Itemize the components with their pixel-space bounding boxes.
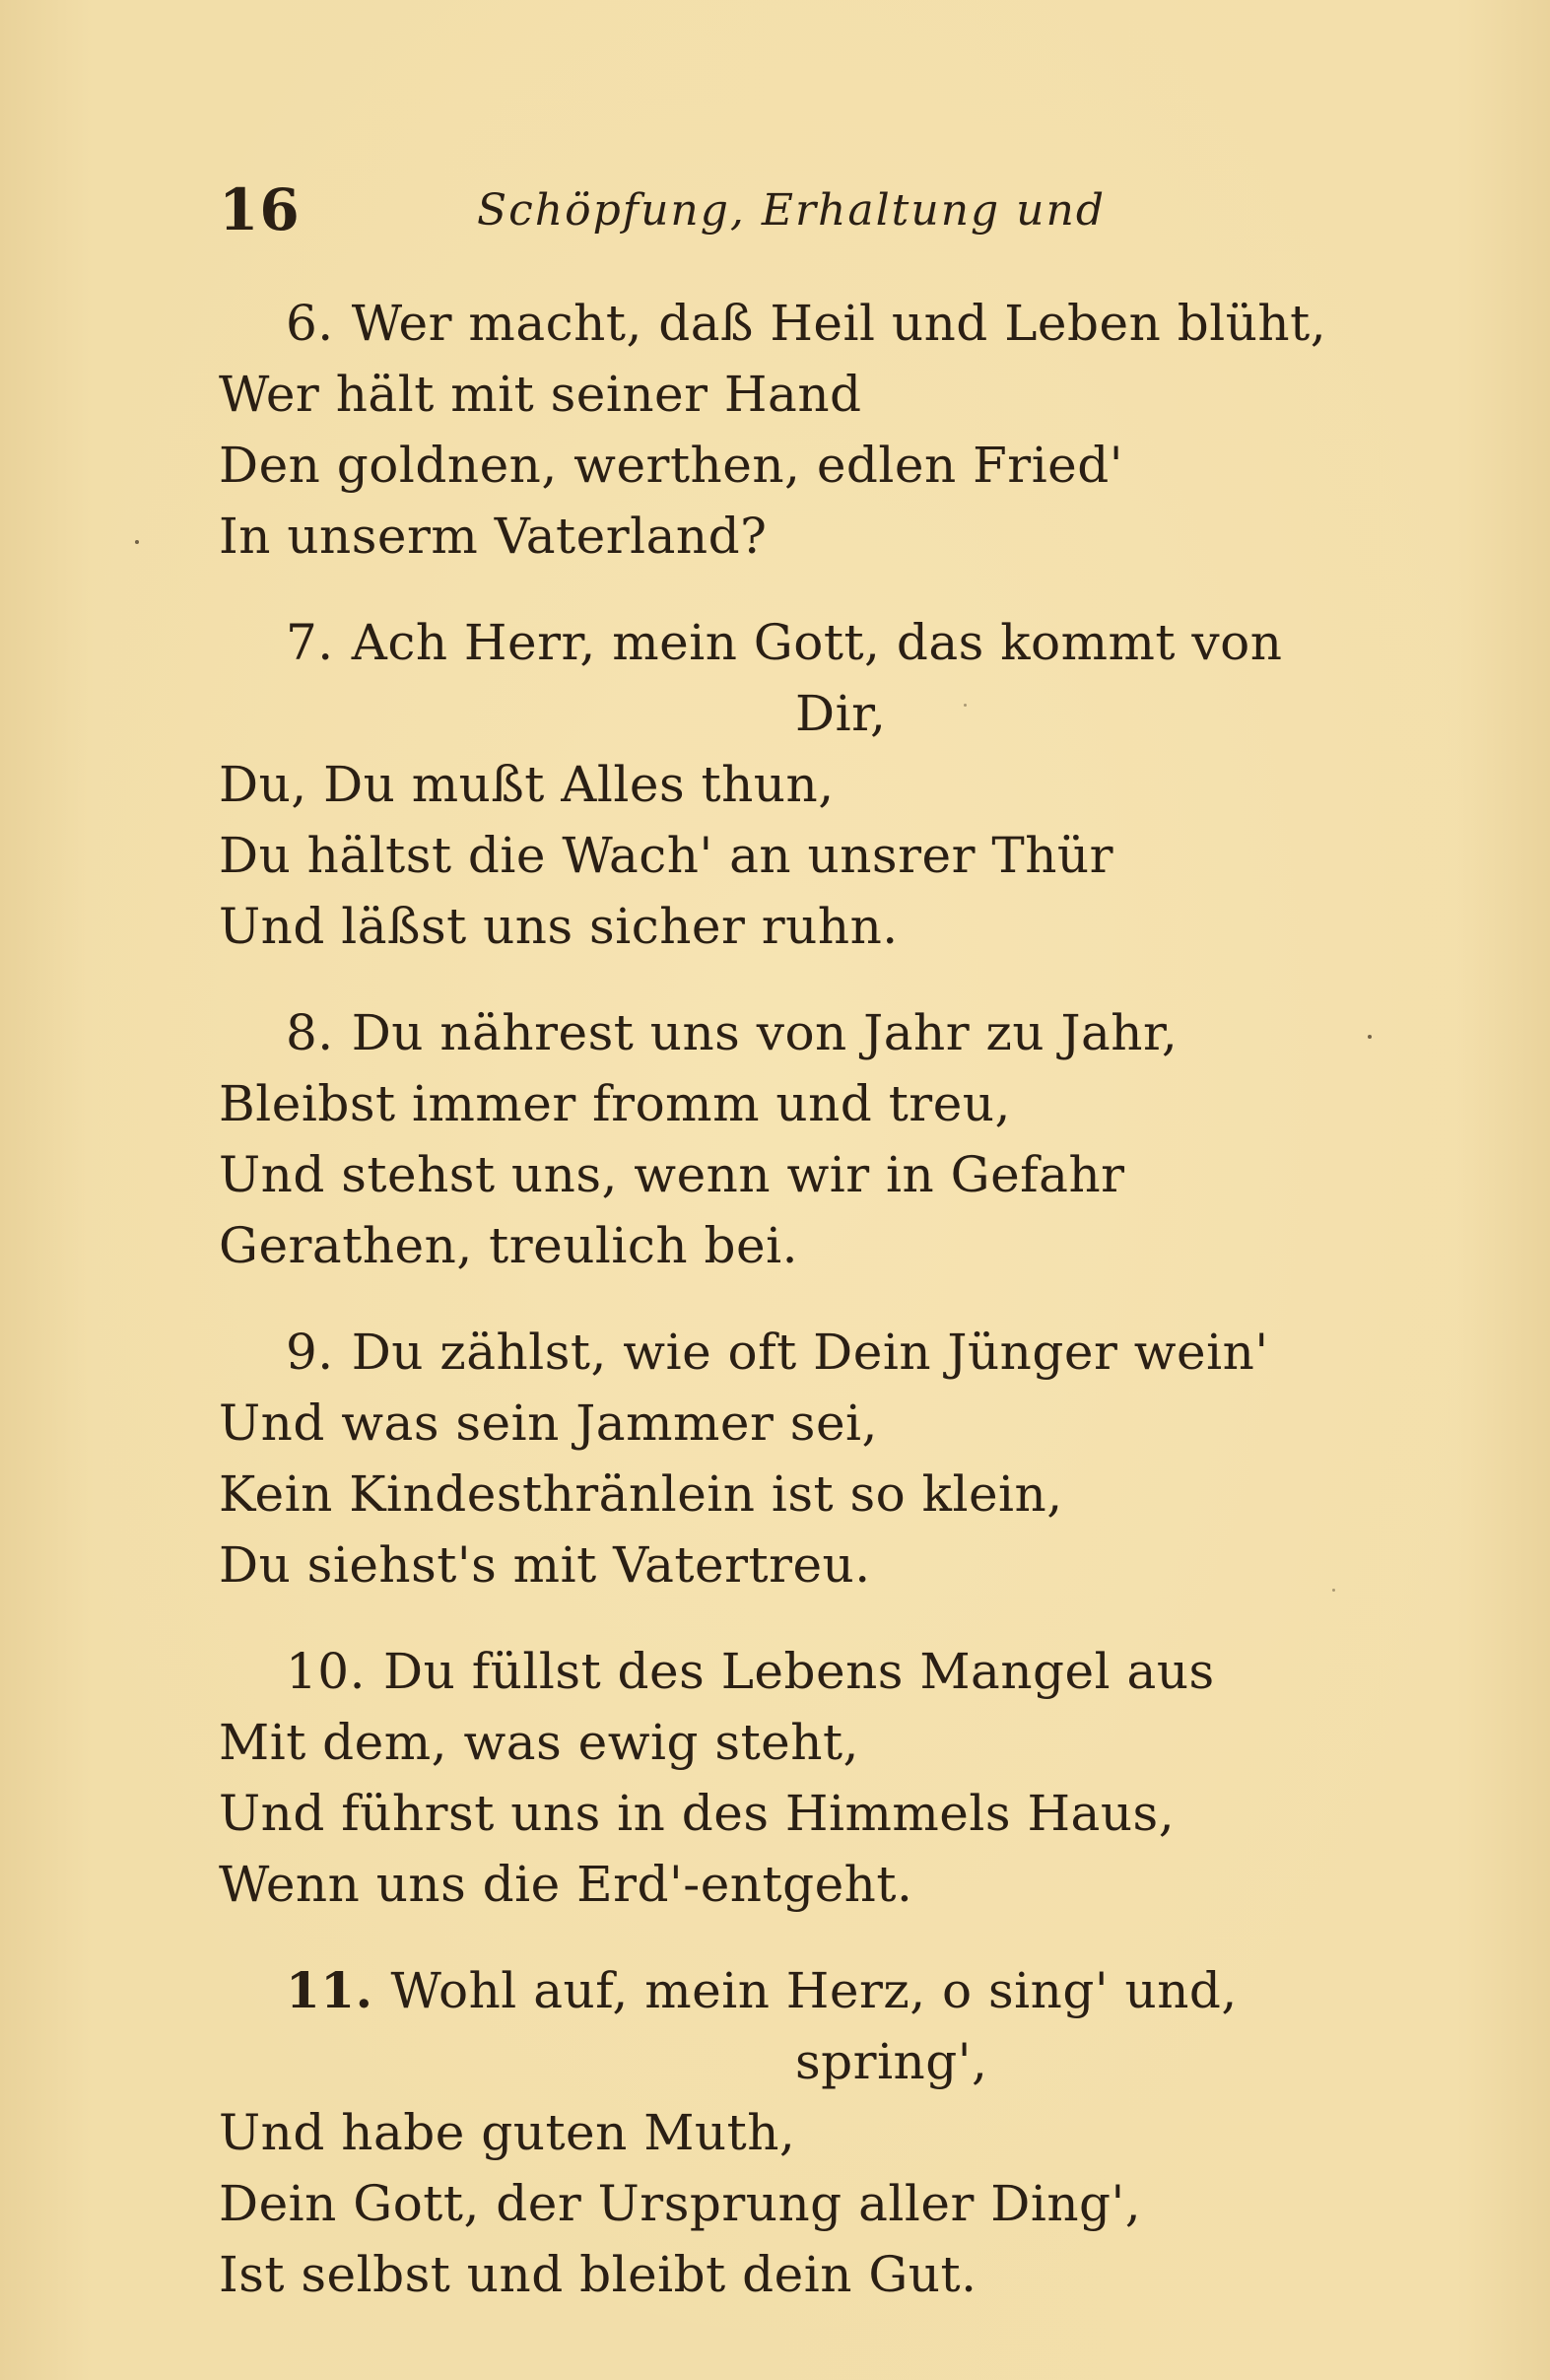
verse-line: Ist selbst und bleibt dein Gut. <box>219 2246 977 2303</box>
paper-speck <box>1332 1589 1335 1592</box>
verse-line: Wohl auf, mein Herz, o sing' und, <box>390 1962 1238 2019</box>
stanza-number: 10. <box>286 1643 367 1700</box>
verse-line: Und was sein Jammer sei, <box>219 1394 878 1452</box>
verse-line: Wenn uns die Erd'-entgeht. <box>219 1856 913 1913</box>
stanza-8 <box>219 997 1362 1281</box>
verse-continuation: spring', <box>795 2033 988 2090</box>
stanza-9 <box>219 1317 1362 1600</box>
verse-line: Wer hält mit seiner Hand <box>219 366 862 423</box>
verse-line: Den goldnen, werthen, edlen Fried' <box>219 437 1124 494</box>
verse-line: Und läßst uns sicher ruhn. <box>219 898 899 955</box>
verse-line: Gerathen, treulich bei. <box>219 1217 798 1274</box>
verse-line: Und führst uns in des Himmels Haus, <box>219 1785 1176 1842</box>
stanza-first-line <box>219 1317 1362 1388</box>
verse-line: In unserm Vaterland? <box>219 508 768 565</box>
verse-line: Dein Gott, der Ursprung aller Ding', <box>219 2175 1142 2232</box>
stanza-first-line <box>219 997 1362 1068</box>
verse-line: Du siehst's mit Vatertreu. <box>219 1536 871 1594</box>
stanza-number: 8. <box>286 1004 334 1061</box>
stanza-number: 11. <box>286 1961 373 2019</box>
verse-line: Und habe guten Muth, <box>219 2104 796 2161</box>
verse-continuation: Dir, <box>795 685 887 742</box>
stanza-7 <box>219 607 1362 962</box>
stanza-number: 6. <box>286 295 334 352</box>
stanza-first-line <box>219 1636 1362 1707</box>
verse-line: Du hältst die Wach' an unsrer Thür <box>219 827 1114 884</box>
verse-line: Du füllst des Lebens Mangel aus <box>383 1643 1215 1700</box>
paper-speck <box>135 540 139 544</box>
stanza-10 <box>219 1636 1362 1920</box>
stanza-6 <box>219 288 1362 572</box>
verse-line: Du, Du mußt Alles thun, <box>219 756 835 813</box>
stanza-number: 9. <box>286 1324 334 1381</box>
page-number: 16 <box>219 176 301 243</box>
hymn-text <box>219 288 1362 2346</box>
verse-line: Mit dem, was ewig steht, <box>219 1714 859 1771</box>
verse-line: Wer macht, daß Heil und Leben blüht, <box>351 295 1327 352</box>
verse-line: Und stehst uns, wenn wir in Gefahr <box>219 1146 1125 1203</box>
verse-line: Du zählst, wie oft Dein Jünger wein' <box>351 1324 1269 1381</box>
verse-line: Bleibst immer fromm und treu, <box>219 1075 1011 1132</box>
verse-line: Du nährest uns von Jahr zu Jahr, <box>351 1004 1179 1061</box>
verse-line: Kein Kindesthränlein ist so klein, <box>219 1465 1063 1523</box>
running-title: Schöpfung, Erhaltung und <box>477 185 1107 236</box>
paper-speck <box>964 704 967 707</box>
stanza-number: 7. <box>286 614 334 671</box>
stanza-first-line <box>219 1955 1362 2026</box>
stanza-first-line <box>219 607 1362 678</box>
page-header <box>219 175 1204 244</box>
stanza-11 <box>219 1955 1362 2310</box>
verse-line: Ach Herr, mein Gott, das kommt von <box>351 614 1283 671</box>
paper-speck <box>1368 1035 1372 1039</box>
stanza-first-line <box>219 288 1362 359</box>
